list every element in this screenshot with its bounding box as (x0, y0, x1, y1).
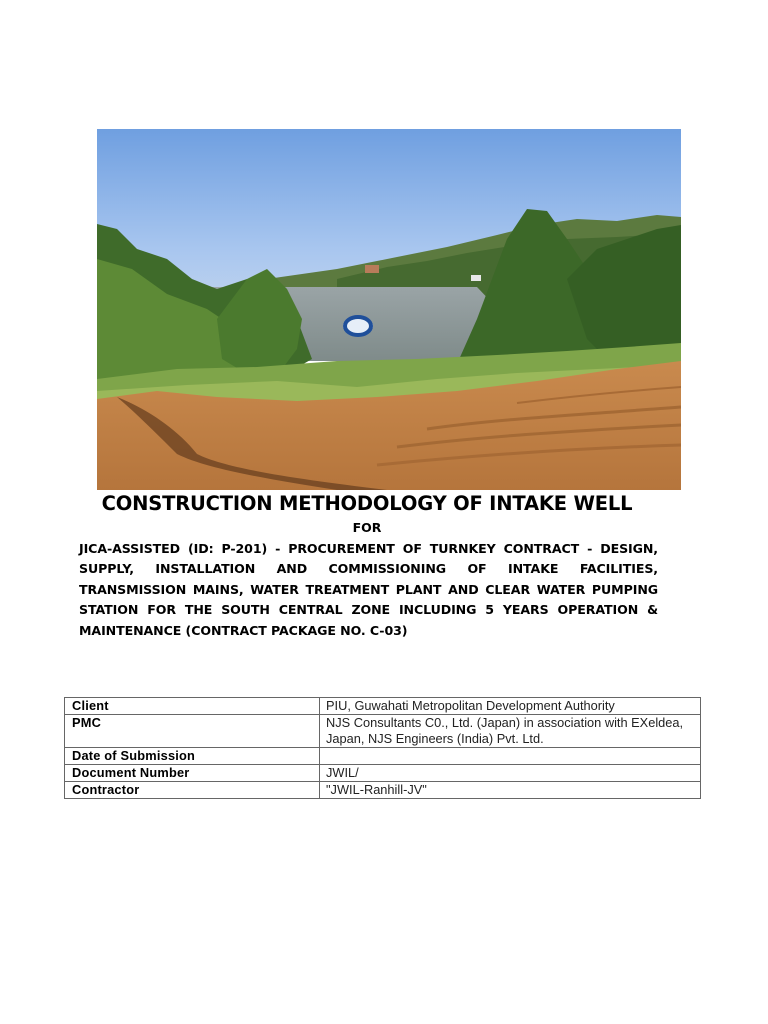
row-label-client: Client (65, 698, 320, 715)
table-row (65, 698, 701, 715)
table-row (65, 715, 701, 748)
document-info-table (64, 697, 701, 799)
river-landscape-illustration (97, 129, 681, 490)
for-label: FOR (352, 520, 382, 535)
cover-photo (97, 129, 681, 490)
row-value-date-of-submission (320, 748, 701, 765)
row-label-pmc: PMC (65, 715, 320, 748)
row-value-pmc: NJS Consultants C0., Ltd. (Japan) in association with EXeldea, Japan, NJS Engineers (India) Pvt. Ltd. (320, 715, 701, 748)
table-row (65, 748, 701, 765)
row-label-document-number: Document Number (65, 765, 320, 782)
document-title: CONSTRUCTION METHODOLOGY OF INTAKE WELL (101, 492, 633, 515)
row-label-date-of-submission: Date of Submission (65, 748, 320, 765)
project-description: JICA-ASSISTED (ID: P-201) - PROCUREMENT OF TURNKEY CONTRACT - DESIGN, SUPPLY, INSTALLATION AND COMMISSIONING OF INTAKE FACILITIES, TRANSMISSION MAINS, WATER TREATMENT PLANT AND CLEAR WATER PUMPING STATION FOR THE SOUTH CENTRAL ZONE INCLUDING 5 YEARS OPERATION & MAINTENANCE (CONTRACT PACKAGE NO. C-03) (79, 541, 658, 638)
table-row (65, 782, 701, 799)
table-row (65, 765, 701, 782)
target-ring-icon (343, 316, 373, 336)
row-value-contractor: "JWIL-Ranhill-JV" (320, 782, 701, 799)
row-label-contractor: Contractor (65, 782, 320, 799)
row-value-document-number: JWIL/ (320, 765, 701, 782)
row-value-client: PIU, Guwahati Metropolitan Development Authority (320, 698, 701, 715)
